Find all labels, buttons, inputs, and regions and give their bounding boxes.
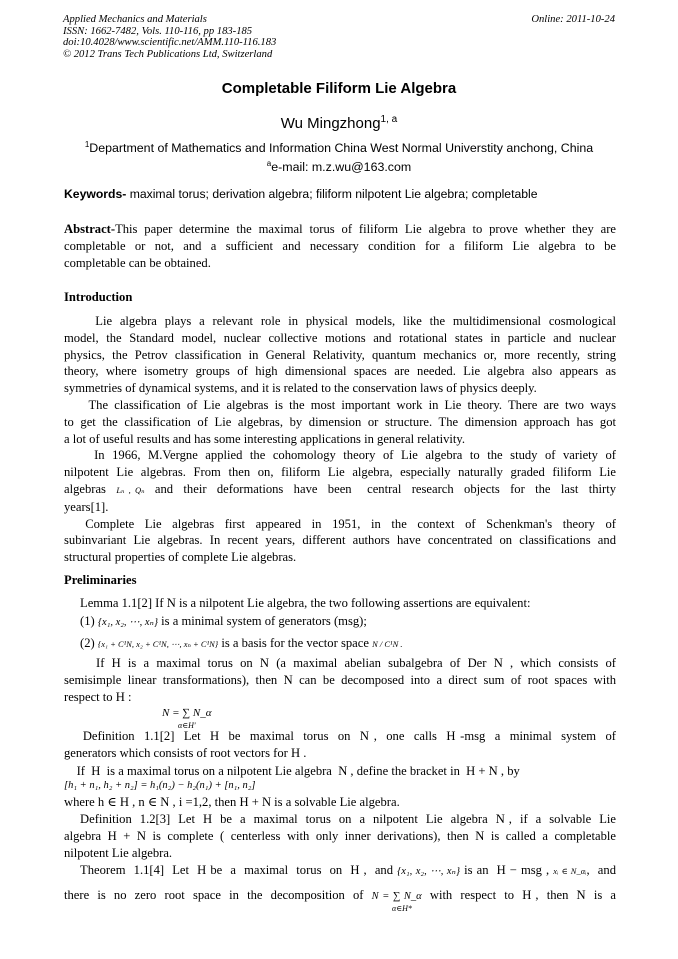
intro-line: structural properties of complete Lie algebras. bbox=[64, 550, 297, 565]
abstract-line: completable can be obtained. bbox=[64, 255, 211, 270]
abstract bbox=[64, 221, 616, 271]
theorem-line bbox=[64, 862, 616, 881]
lemma-item-2 bbox=[80, 635, 616, 653]
theorem-msg-formula: {x₁, x₂, ⋯, xₙ} bbox=[397, 866, 461, 877]
torus-line: semisimple linear transformations), then N can be decomposed into a direct sum of root spaces with bbox=[64, 672, 616, 687]
lemma-text: Lemma 1.1[2] If N is a nilpotent Lie algebra, the two following assertions are equivalent: bbox=[80, 596, 531, 610]
doi: doi:10.4028/www.scientific.net/AMM.110-116.183 bbox=[63, 37, 277, 49]
keywords bbox=[64, 187, 616, 201]
theorem-sum-subscript: α∈H* bbox=[392, 904, 412, 913]
theorem-1-1 bbox=[64, 862, 616, 906]
intro-line: nilpotent Lie algebras. From then on, filiform Lie algebra, especially naturally graded filiform Lie bbox=[64, 465, 616, 480]
theorem-text: Theorem 1.1[4] Let H be a maximal torus on H , and bbox=[64, 863, 394, 877]
definition-1-2 bbox=[64, 811, 616, 861]
online-date: Online: 2011-10-24 bbox=[531, 14, 615, 25]
lemma-text: is a minimal system of generators (msg); bbox=[158, 614, 367, 628]
torus-paragraph bbox=[64, 655, 616, 705]
intro-text: algebras bbox=[64, 481, 106, 496]
intro-text: and their deformations have been central research objects for the last thirty bbox=[154, 481, 616, 496]
torus-line: respect to H : bbox=[64, 689, 132, 704]
intro-line: years[1]. bbox=[64, 499, 109, 514]
affiliation-superscript: 1 bbox=[84, 140, 90, 149]
abstract-label: Abstract- bbox=[64, 222, 116, 236]
theorem-text: is an H − msg , bbox=[464, 863, 550, 877]
ln-qn-formula: Lₙ , Qₙ bbox=[116, 484, 145, 495]
intro-line: Lie algebra plays a relevant role in physical models, like the multidimensional cosmological bbox=[64, 314, 616, 328]
intro-line: The classification of Lie algebras is the most important work in Lie theory. There are two ways bbox=[64, 397, 616, 412]
intro-line: a lot of useful results and has some interesting applications in general relativity. bbox=[64, 431, 466, 446]
xi-formula: xᵢ ∈ N_αᵢ bbox=[553, 866, 587, 876]
definition-line: nilpotent Lie algebra. bbox=[64, 845, 173, 860]
intro-line: subinvariant Lie algebras. In recent years, different authors have concentrated on classifications and bbox=[64, 533, 616, 548]
issn: ISSN: 1662-7482, Vols. 110-116, pp 183-185 bbox=[63, 25, 253, 37]
where-line bbox=[64, 794, 616, 811]
decomp-subscript: α∈H′ bbox=[178, 721, 196, 730]
paper-title: Completable Filiform Lie Algebra bbox=[221, 80, 457, 97]
intro-line: physics, the Petrov classification in General Relativity, quantum mechanics or, more recently, string bbox=[64, 347, 616, 362]
intro-line: In 1966, M.Vergne applied the cohomology theory of Lie algebra to the study of variety of bbox=[64, 448, 616, 463]
theorem-text: there is no zero root space in the decomposition of bbox=[64, 887, 364, 902]
author bbox=[0, 114, 678, 132]
abstract-line: completable or not, and a sufficient and necessary condition for a filiform Lie algebra to be bbox=[64, 238, 616, 253]
author-name: Wu Mingzhong bbox=[280, 115, 381, 132]
torus-line: If H is a maximal torus on N (a maximal abelian subalgebra of Der N , which consists of bbox=[96, 656, 616, 670]
lemma-line bbox=[80, 595, 616, 612]
theorem-sum-formula: N = ∑ N_α bbox=[371, 890, 422, 902]
department: Department of Mathematics and Information China West Normal Universtity anchong, China bbox=[89, 141, 594, 155]
where-text: where h ∈ H , n ∈ N , i =1,2, then H + N is a solvable Lie algebra. bbox=[64, 795, 400, 809]
decomp-formula: N = ∑ N_α bbox=[162, 707, 212, 719]
email-superscript: a bbox=[266, 159, 272, 168]
item-number: (2) bbox=[80, 636, 95, 650]
intro-line: Complete Lie algebras first appeared in 1951, in the context of Schenkman's theory of bbox=[64, 516, 616, 531]
bracket-formula: [h₁ + n₁, h₂ + n₂] = h₁(n₂) − h₂(n₁) + [n₁, n₂] bbox=[64, 780, 256, 791]
definition-line: generators which consists of root vectors for H . bbox=[64, 745, 307, 760]
intro-line: symmetries of dynamical systems, and it is related to the conservation laws of physics deeply. bbox=[64, 381, 537, 396]
theorem-line bbox=[64, 887, 616, 906]
keywords-label: Keywords- bbox=[64, 187, 127, 201]
intro-line bbox=[64, 481, 616, 499]
abstract-line: This paper determine the maximal torus of filiform Lie algebra to prove whether they are bbox=[115, 222, 616, 236]
intro-line: theory, where isometry groups of high dimensional spaces are needed. Lie algebra also appears as bbox=[64, 364, 616, 379]
item-number: (1) bbox=[80, 614, 95, 628]
introduction-body bbox=[64, 313, 616, 566]
msg-set-formula: {x₁, x₂, ⋯, xₙ} bbox=[97, 617, 159, 628]
basis-set-formula: {x₁ + C¹N, x₂ + C¹N, ⋯, xₙ + C¹N} bbox=[97, 639, 219, 649]
intro-line: to get the classification of Lie algebras, by dimension or structure. The dimension approach has got bbox=[64, 414, 616, 429]
quotient-formula: N / C¹N . bbox=[372, 639, 403, 649]
introduction-heading: Introduction bbox=[64, 290, 133, 304]
journal-header bbox=[63, 14, 615, 60]
intro-line: model, the Standard model, nuclear collective motions and rotational states in particle and nuclear bbox=[64, 330, 616, 345]
lemma-text: is a basis for the vector space bbox=[218, 636, 369, 650]
definition-line: algebra H + N is complete ( centerless with only inner derivations), then N is called a completable bbox=[64, 828, 616, 843]
author-superscript: 1, a bbox=[380, 114, 398, 125]
definition-line: Definition 1.1[2] Let H be maximal torus on N , one calls H -msg a minimal system of bbox=[64, 729, 616, 743]
keywords-text: maximal torus; derivation algebra; filiform nilpotent Lie algebra; completable bbox=[126, 187, 538, 201]
email: e-mail: m.z.wu@163.com bbox=[271, 160, 412, 174]
theorem-text: with respect to H , then N is a bbox=[429, 887, 616, 902]
lemma-item-1 bbox=[80, 613, 616, 632]
journal-name: Applied Mechanics and Materials bbox=[63, 14, 207, 25]
definition-1-1 bbox=[64, 728, 616, 762]
theorem-text: , and bbox=[586, 863, 616, 877]
definition-line: Definition 1.2[3] Let H be a maximal torus on a nilpotent Lie algebra N , if a solvable Lie bbox=[64, 812, 616, 826]
affiliation bbox=[0, 137, 678, 175]
copyright: © 2012 Trans Tech Publications Ltd, Switzerland bbox=[63, 48, 273, 60]
bracket-line: If H is a maximal torus on a nilpotent Lie algebra N , define the bracket in H + N , by bbox=[64, 764, 520, 778]
root-decomposition-formula bbox=[162, 707, 212, 730]
preliminaries-heading: Preliminaries bbox=[64, 573, 137, 587]
bracket-intro bbox=[64, 763, 616, 780]
